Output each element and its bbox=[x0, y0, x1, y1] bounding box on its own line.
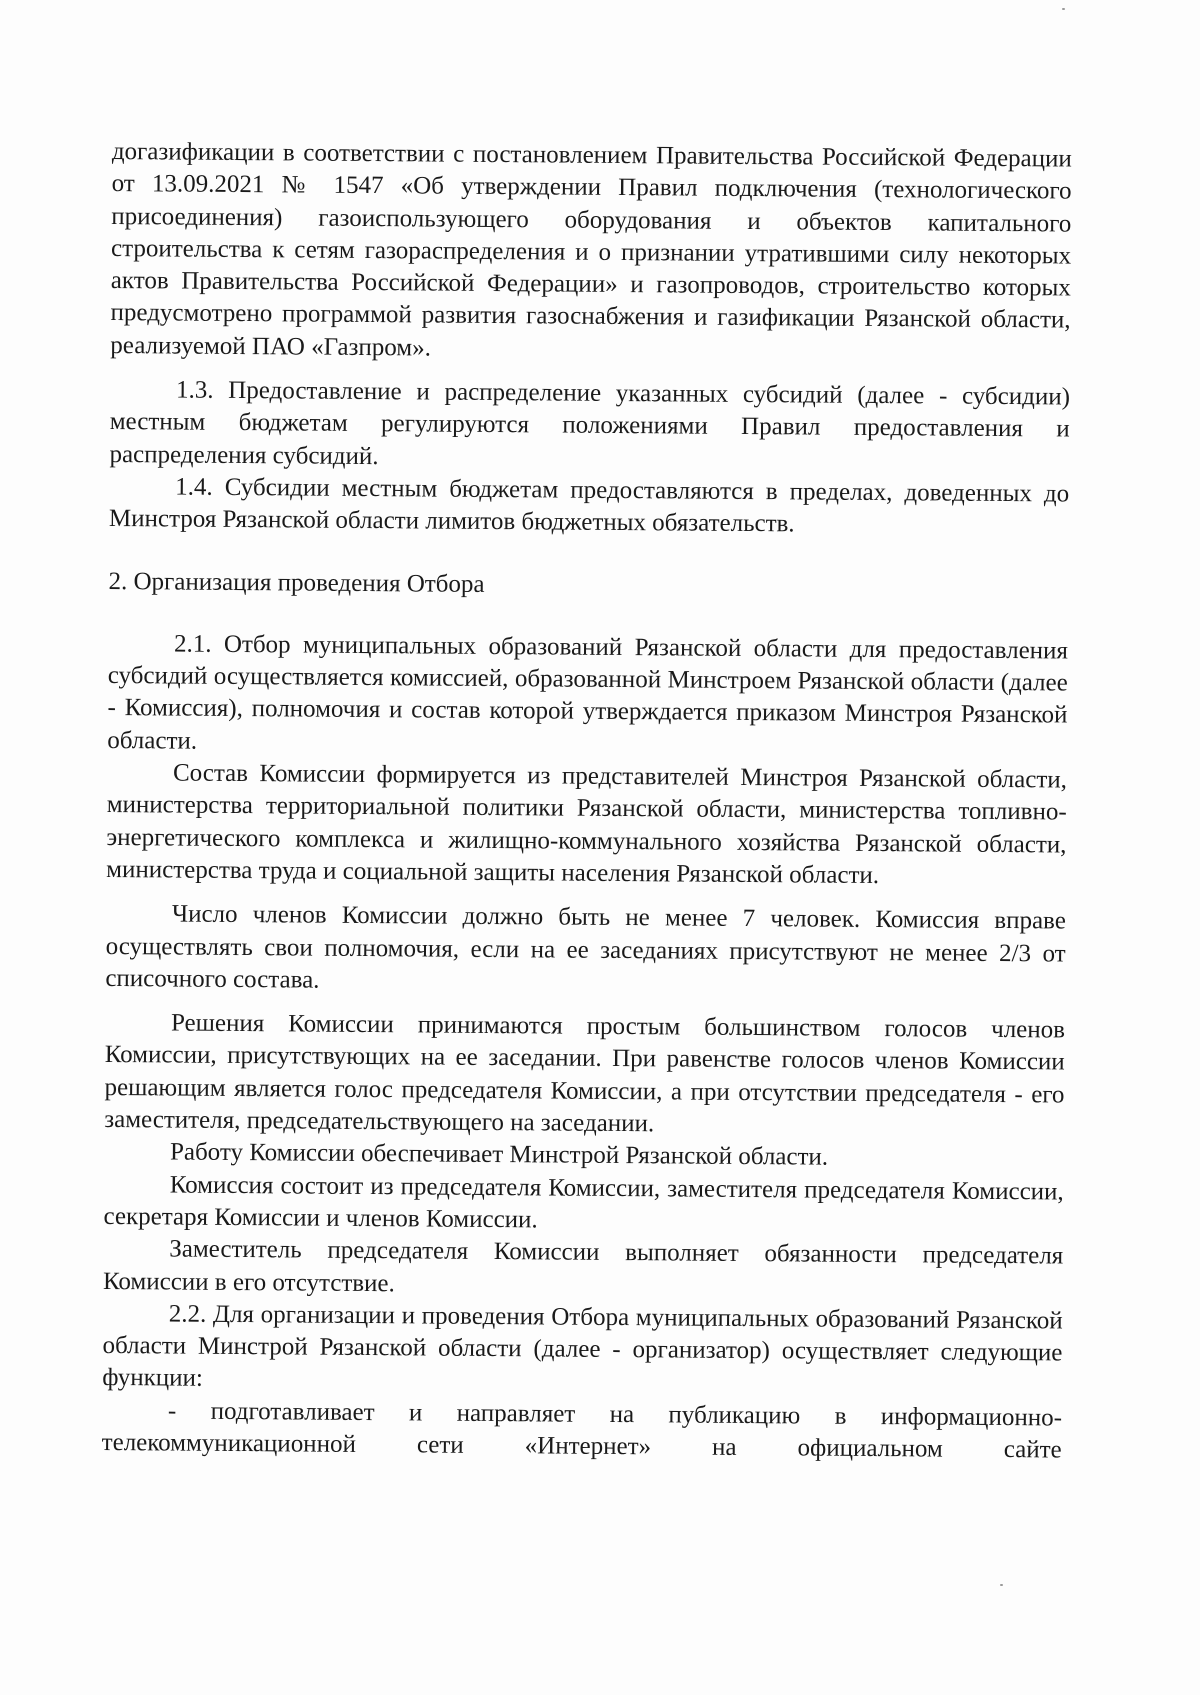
paragraph-commission-composition: Состав Комиссии формируется из представителей Минстроя Рязанской области, министерства территориальной политики Рязанской области, министерства топливно-энергетического комплекса и жилищно-коммунального хозяйства Рязанской области, министерства труда и социальной защиты населения Рязанской области. bbox=[106, 759, 1068, 889]
scan-speck bbox=[1000, 1584, 1003, 1586]
paragraph-publication-function: - подготавливает и направляет на публикацию в информационно-телекоммуникационной сети «Интернет» на официальном сайте bbox=[101, 1397, 1063, 1464]
paragraph-gasification-continuation: догазификации в соответствии с постановлением Правительства Российской Федерации от 13.09.2021 № 1547 «Об утверждении Правил подключения (технологического присоединения) газоиспользующего оборудования и объектов капитального строительства к сетям газораспределения и о признании утратившими силу некоторых актов Правительства Российской Федерации» и газопроводов, строительство которых предусмотрено программой развития газоснабжения и газификации Рязанской области, реализуемой ПАО «Газпром». bbox=[110, 137, 1072, 362]
paragraph-1-3: 1.3. Предоставление и распределение указанных субсидий (далее - субсидии) местным бюджетам регулируются положениями Правил предоставления и распределения субсидий. bbox=[109, 376, 1071, 470]
paragraph-2-2: 2.2. Для организации и проведения Отбора муниципальных образований Рязанской области Минстрой Рязанской области (далее - организатор) осуществляет следующие функции: bbox=[102, 1300, 1063, 1393]
paragraph-deputy-chair: Заместитель председателя Комиссии выполняет обязанности председателя Комиссии в его отсутствие. bbox=[102, 1235, 1064, 1297]
paragraph-commission-decisions: Решения Комиссии принимаются простым большинством голосов членов Комиссии, присутствующих на ее заседании. При равенстве голосов членов Комиссии решающим является голос председателя Комиссии, а при отсутствии председателя - его заместителя, председательствующего на заседании. bbox=[104, 1009, 1066, 1138]
section-heading-2: 2. Организация проведения Отбора bbox=[108, 567, 485, 598]
paragraph-commission-structure: Комиссия состоит из председателя Комиссии, заместителя председателя Комиссии, секретаря Комиссии и членов Комиссии. bbox=[103, 1171, 1064, 1234]
scan-speck bbox=[1062, 8, 1065, 10]
paragraph-commission-support: Работу Комиссии обеспечивает Минстрой Рязанской области. bbox=[169, 1138, 829, 1171]
paragraph-commission-quorum: Число членов Комиссии должно быть не менее 7 человек. Комиссия вправе осуществлять свои полномочия, если на ее заседаниях присутствуют не менее 2/3 от списочного состава. bbox=[105, 900, 1066, 994]
paragraph-1-4: 1.4. Субсидии местным бюджетам предоставляются в пределах, доведенных до Минстроя Рязанской области лимитов бюджетных обязательств. bbox=[108, 473, 1070, 538]
paragraph-2-1: 2.1. Отбор муниципальных образований Рязанской области для предоставления субсидий осуществляется комиссией, образованной Минстроем Рязанской области (далее - Комиссия), полномочия и состав которой утверждается приказом Минстроя Рязанской области. bbox=[107, 630, 1069, 755]
document-body bbox=[102, 136, 1072, 1467]
